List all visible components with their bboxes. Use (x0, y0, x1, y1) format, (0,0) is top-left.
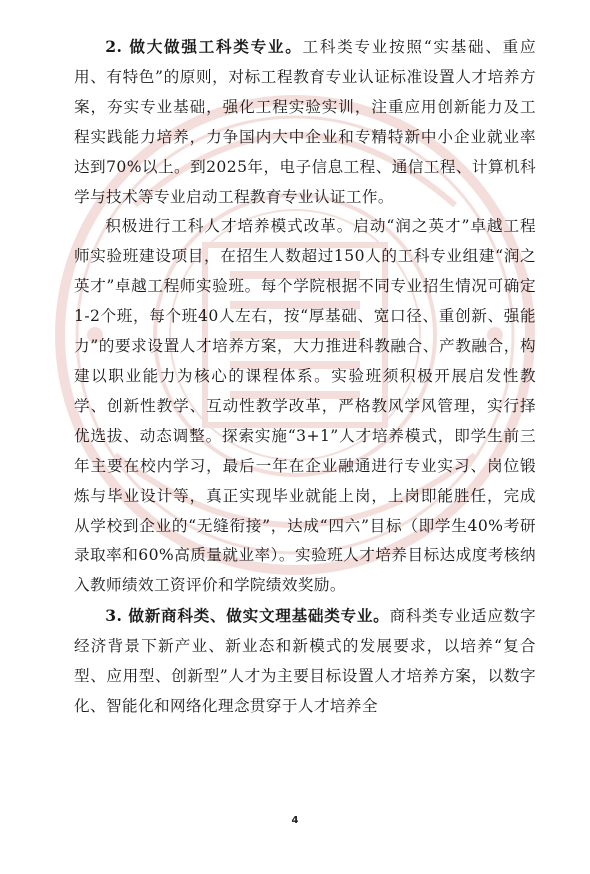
paragraph-text: 工科类专业按照“实基础、重应用、有特色”的原则，对标工程教育专业认证标准设置人才培养方案，夯实专业基础，强化工程实验实训，注重应用创新能力及工程实践能力培养，力争国内大中企业和专精特新中小企业就业率达到70%以上。到2025年，电子信息工程、通信工程、计算机科学与技术等专业启动工程教育专业认证工作。 (74, 38, 536, 206)
section-heading: 3. 做新商科类、做实文理基础类专业。 (105, 606, 390, 626)
paragraph-text: 商科类专业适应数字经济背景下新产业、新业态和新模式的发展要求，以培养“复合型、应用型、创新型”人才为主要目标设置人才培养方案，以数字化、智能化和网络化理念贯穿于人才培养全 (74, 607, 536, 715)
paragraph-business (74, 601, 536, 722)
paragraph-engineering (74, 32, 536, 212)
body-text (74, 32, 536, 722)
page-number: 4 (291, 815, 299, 826)
section-heading: 2. 做大做强工科类专业。 (105, 37, 303, 56)
paragraph-text: 积极进行工科人才培养模式改革。启动“润之英才”卓越工程师实验班建设项目，在招生人数超过150人的工科专业组建“润之英才”卓越工程师实验班。每个学院根据不同专业招生情况可确定1-2个班，每个班40人左右，按“厚基础、宽口径、重创新、强能力”的要求设置人才培养方案，大力推进科教融合、产教融合，构建以职业能力为核心的课程体系。实验班须积极开展启发性教学、创新性教学、互动性教学改革，严格教风学风管理，实行择优选拔、动态调整。探索实施“3+1”人才培养模式，即学生前三年主要在校内学习，最后一年在企业融通进行专业实习、岗位锻炼与毕业设计等，真正实现毕业就能上岗，上岗即能胜任，完成从学校到企业的“无缝衔接”，达成“四六”目标（即学生40%考研录取率和60%高质量就业率）。实验班人才培养目标达成度考核纳入教师绩效工资评价和学院绩效奖励。 (74, 217, 536, 595)
paragraph-reform (74, 212, 536, 601)
